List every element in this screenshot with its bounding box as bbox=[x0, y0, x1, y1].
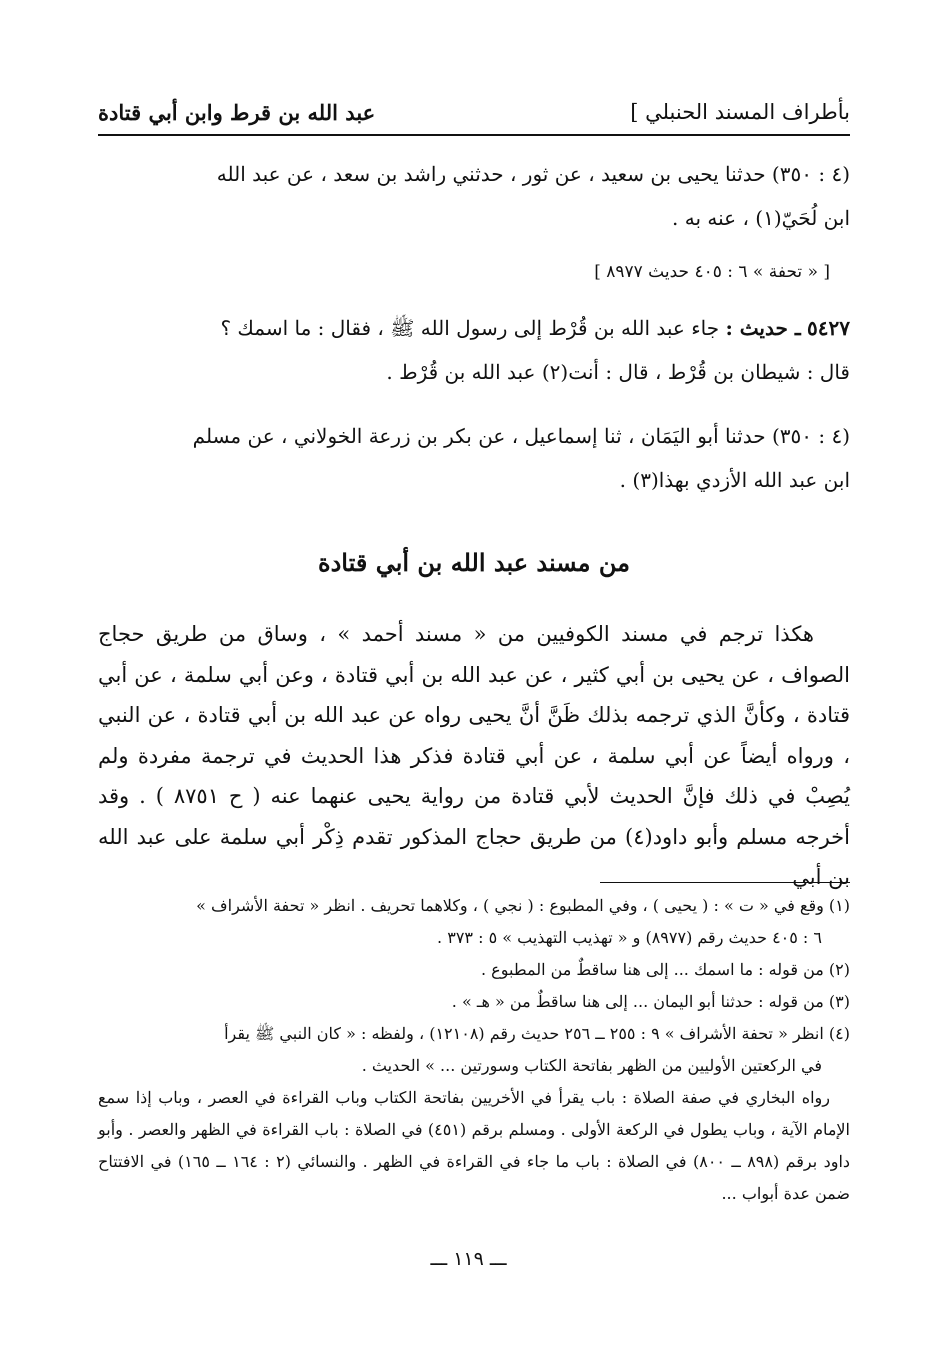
footnote-2: (٢) من قوله : ما اسمك ... إلى هنا ساقطٌ من المطبوع . bbox=[481, 960, 850, 979]
tuhfa-reference bbox=[98, 258, 850, 286]
footnote-4: (٤) انظر « تحفة الأشراف » ٩ : ٢٥٥ ــ ٢٥٦ حديث رقم (١٢١٠٨) ، ولفظه : « كان النبي ﷺ يقرأ bbox=[224, 1024, 850, 1043]
hadith-text: جاء عبد الله بن قُرْط إلى رسول الله ﷺ ، فقال : ما اسمك ؟ bbox=[220, 316, 720, 340]
main-paragraph: هكذا ترجم في مسند الكوفيين من « مسند أحمد » ، وساق من طريق حجاج الصواف ، عن يحيى بن أبي كثير ، عن عبد الله بن أبي قتادة ، وعن أبي سلمة ، عن أبي قتادة ، وكأنَّ الذي ترجمه بذلك ظَنَّ أنَّ يحيى رواه عن عبد الله بن أبي قتادة ، عن النبي ، ورواه أيضاً عن أبي سلمة ، عن أبي قتادة فذكر هذا الحديث في ترجمة مفردة ولم يُصِبْ في ذلك فإنَّ الحديث لأبي قتادة من رواية يحيى عنهما عنه ( ح ٨٧٥١ ) . وقد أخرجه مسلم وأبو داود(٤) من طريق حجاج المذكور تقدم ذِكْر أبي سلمة على عبد الله بن أبي bbox=[98, 622, 850, 889]
running-header bbox=[98, 92, 850, 132]
isnad-block-2 bbox=[98, 414, 850, 502]
isnad-block-1 bbox=[98, 152, 850, 240]
book-title: بأطراف المسند الحنبلي ] bbox=[630, 100, 850, 124]
footnote-1-cont: ٦ : ٤٠٥ حديث رقم (٨٩٧٧) و « تهذيب التهذيب » ٥ : ٣٧٣ . bbox=[437, 928, 822, 947]
hadith-block bbox=[98, 306, 850, 394]
hadith-label: ـ حديث : bbox=[725, 316, 801, 340]
main-paragraph-block bbox=[98, 614, 850, 898]
footnote-4-paragraph: رواه البخاري في صفة الصلاة : باب يقرأ في الأخريين بفاتحة الكتاب وباب القراءة في العصر ، وباب إذا سمع الإمام الآية ، وباب يطول في الركعة الأولى . ومسلم برقم (٤٥١) في الصلاة : باب القراءة في الظهر والعصر . وأبو داود برقم (٨٩٨ ــ ٨٠٠) في الصلاة : باب ما جاء في القراءة في الظهر . والنسائي (٢ : ١٦٤ ــ ١٦٥) في الافتتاح ضمن عدة أبواب ... bbox=[98, 1088, 851, 1203]
isnad-line: (٤ : ٣٥٠) حدثنا أبو اليَمَان ، ثنا إسماعيل ، عن بكر بن زرعة الخولاني ، عن مسلم bbox=[192, 424, 850, 448]
footnote-4-cont: في الركعتين الأوليين من الظهر بفاتحة الكتاب وسورتين ... » الحديث . bbox=[361, 1056, 822, 1075]
isnad-line: ابن عبد الله الأزدي بهذا(٣) . bbox=[619, 468, 850, 492]
tuhfa-text: [ « تحفة » ٦ : ٤٠٥ حديث ٨٩٧٧ ] bbox=[594, 262, 830, 282]
hadith-line: قال : شيطان بن قُرْط ، قال : أنت(٢) عبد الله بن قُرْط . bbox=[386, 360, 850, 384]
footnote-1: (١) وقع في « ت » : ( يحيى ) ، وفي المطبوع : ( نجي ) ، وكلاهما تحريف . انظر « تحفة الأشراف » bbox=[196, 896, 850, 915]
hadith-number: ٥٤٢٧ bbox=[807, 316, 850, 340]
isnad-line: (٤ : ٣٥٠) حدثنا يحيى بن سعيد ، عن ثور ، حدثني راشد بن سعد ، عن عبد الله bbox=[216, 162, 850, 186]
isnad-line: ابن لُحَيّ(١) ، عنه به . bbox=[672, 206, 850, 230]
section-heading: من مسند عبد الله بن أبي قتادة bbox=[318, 548, 630, 577]
header-rule bbox=[98, 134, 850, 136]
footnotes bbox=[98, 890, 850, 1210]
page-number: ـــ ١١٩ ـــ bbox=[430, 1248, 507, 1270]
footnote-3: (٣) من قوله : حدثنا أبو اليمان ... إلى هنا ساقطٌ من « هـ » . bbox=[451, 992, 850, 1011]
footnote-rule bbox=[600, 882, 850, 883]
hadith-line bbox=[98, 306, 850, 350]
chapter-title: عبد الله بن قرط وابن أبي قتادة bbox=[98, 99, 376, 125]
